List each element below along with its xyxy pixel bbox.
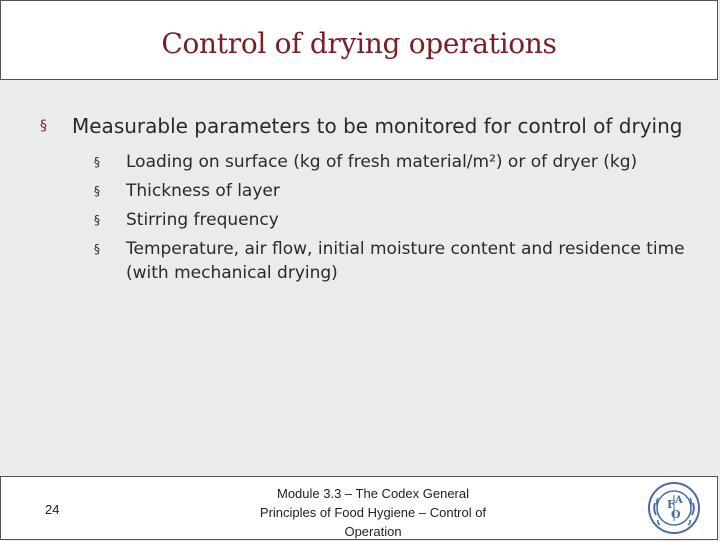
svg-text:F: F bbox=[667, 498, 675, 511]
svg-text:A: A bbox=[675, 495, 683, 506]
sub-bullet-text: Loading on surface (kg of fresh material/m²) or of dryer (kg) bbox=[126, 152, 638, 172]
main-bullet-text: Measurable parameters to be monitored for control of drying bbox=[72, 114, 683, 138]
svg-text:O: O bbox=[671, 508, 681, 521]
bullet-marker-icon: § bbox=[94, 184, 100, 198]
slide-footer bbox=[0, 476, 718, 540]
sub-bullet-list bbox=[40, 150, 700, 285]
bullet-marker-icon: § bbox=[94, 213, 100, 227]
sub-bullet-stirring bbox=[40, 208, 700, 232]
bullet-marker-icon: § bbox=[40, 118, 47, 134]
title-bar bbox=[0, 0, 718, 80]
bullet-marker-icon: § bbox=[94, 242, 100, 256]
slide-content bbox=[40, 112, 700, 290]
sub-bullet-text: Stirring frequency bbox=[126, 210, 279, 230]
sub-bullet-text: Thickness of layer bbox=[126, 181, 280, 201]
sub-bullet-loading bbox=[40, 150, 700, 174]
module-caption: Module 3.3 – The Codex General Principles of Food Hygiene – Control of Operation bbox=[259, 486, 487, 539]
page-number: 24 bbox=[45, 502, 60, 517]
sub-bullet-temperature bbox=[40, 237, 700, 285]
fao-logo-icon bbox=[647, 481, 701, 535]
sub-bullet-text: Temperature, air flow, initial moisture content and residence time (with mechanical drying) bbox=[126, 239, 685, 283]
slide-title: Control of drying operations bbox=[161, 27, 557, 60]
bullet-marker-icon: § bbox=[94, 155, 100, 169]
sub-bullet-thickness bbox=[40, 179, 700, 203]
main-bullet bbox=[40, 112, 700, 140]
